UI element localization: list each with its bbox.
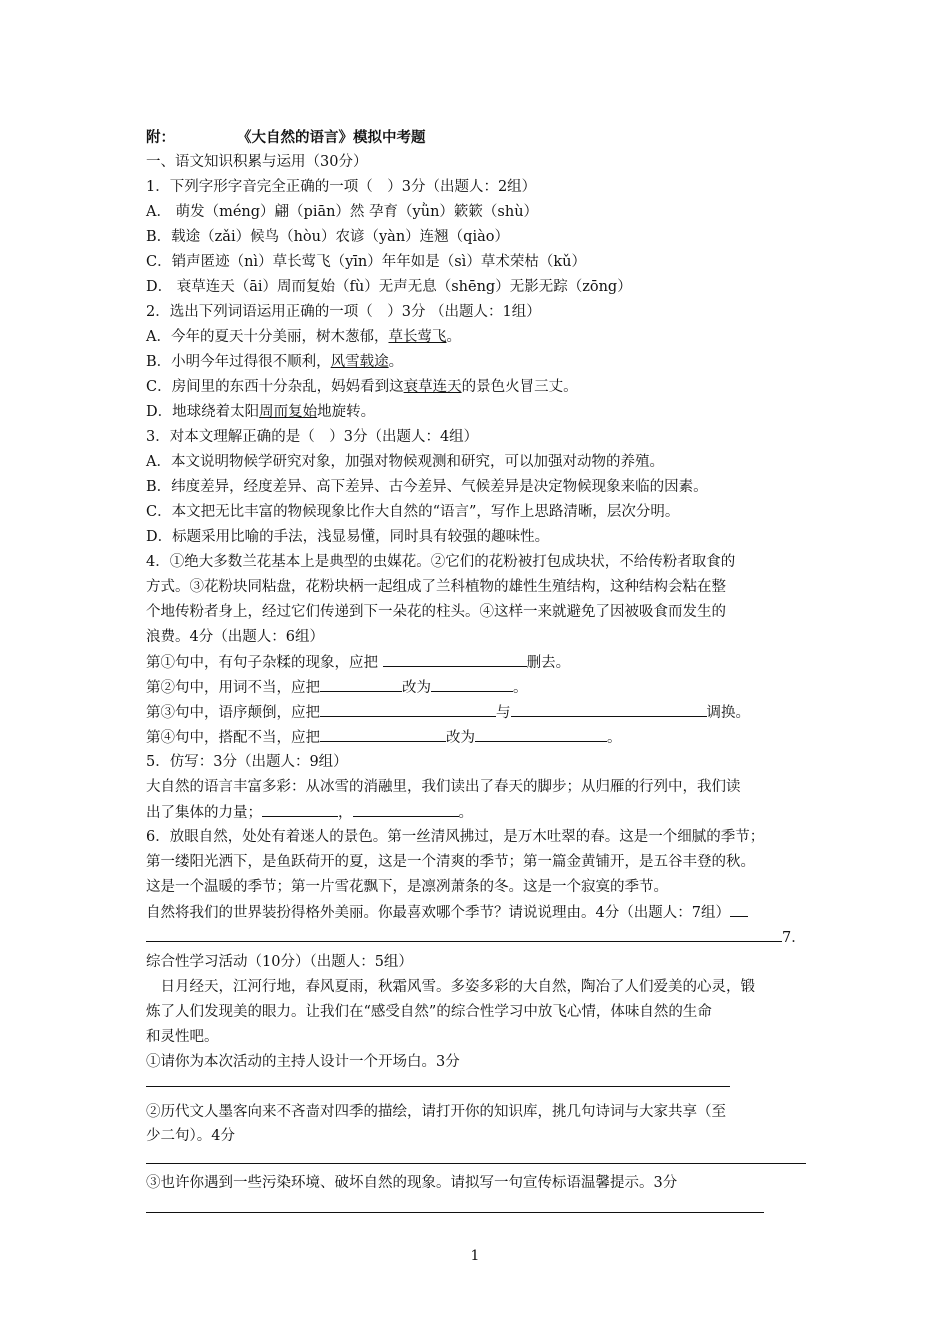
q5-answer-line: 出了集体的力量； ， 。	[146, 802, 473, 822]
q7-task-2-line: ②历代文人墨客向来不吝啬对四季的描绘，请打开你的知识库，挑几句诗词与大家共享（至	[146, 1104, 726, 1120]
q1-option-b: B．载途（zǎi）候鸟（hòu）农谚（yàn）连翘（qiào）	[146, 229, 509, 245]
next-question-number: 7．	[782, 930, 806, 946]
answer-blank[interactable]	[431, 677, 513, 692]
q1-stem: 1．下列字形字音完全正确的一项（ ）3分（出题人：2组）	[146, 179, 537, 195]
q7-intro-line: 和灵性吧。	[146, 1029, 219, 1045]
q7-task-2-line: 少二句）。4分	[146, 1128, 235, 1144]
q4-text-line: 4．①绝大多数兰花基本上是典型的虫媒花。②它们的花粉被打包成块状，不给传粉者取食的	[146, 554, 736, 570]
answer-line[interactable]	[146, 1163, 806, 1164]
q7-intro-line: 炼了人们发现美的眼力。让我们在“感受自然”的综合性学习中放飞心情，体味自然的生命	[146, 1004, 712, 1020]
underlined-term: 风雪载途	[330, 354, 389, 370]
q7-task-3: ③也许你遇到一些污染环境、破坏自然的现象。请拟写一句宣传标语温馨提示。3分	[146, 1175, 678, 1191]
q6-prompt-line: 自然将我们的世界装扮得格外美丽。你最喜欢哪个季节？请说说理由。4分（出题人：7组）	[146, 902, 748, 922]
answer-blank[interactable]	[475, 727, 607, 742]
page-number: 1	[470, 1248, 480, 1264]
q6-text-line: 6．放眼自然，处处有着迷人的景色。第一丝清风拂过，是万木吐翠的春。这是一个细腻的季节；	[146, 829, 765, 845]
underlined-term: 周而复始	[259, 404, 318, 420]
q2-option-b: B．小明今年过得很不顺利，风雪载途。	[146, 354, 404, 370]
q1-option-d: D． 衰草连天（āi）周而复始（fù）无声无息（shēng）无影无踪（zōng）	[146, 279, 632, 295]
answer-blank[interactable]	[320, 727, 446, 742]
answer-blank[interactable]	[383, 652, 527, 667]
q6-text-line: 第一缕阳光洒下，是鱼跃荷开的夏，这是一个清爽的季节；第一篇金黄铺开，是五谷丰登的秋。	[146, 854, 755, 870]
answer-blank[interactable]	[730, 902, 748, 917]
q4-text-line: 个地传粉者身上，经过它们传递到下一朵花的柱头。④这样一来就避免了因被吸食而发生的	[146, 604, 726, 620]
q1-option-c: C．销声匿迹（nì）草长莺飞（yīn）年年如是（sì）草术荣枯（kǔ）	[146, 254, 586, 270]
title-text: 《大自然的语言》模拟中考题	[237, 129, 426, 146]
q5-stem: 5．仿写：3分（出题人：9组）	[146, 754, 348, 770]
answer-blank[interactable]	[511, 702, 707, 717]
q6-answer-line	[146, 927, 806, 947]
q7-heading: 综合性学习活动（10分）（出题人：5组）	[146, 954, 413, 970]
page-title	[146, 128, 426, 148]
underlined-term: 衰草连天	[403, 379, 462, 395]
section-heading: 一、语文知识积累与运用（30分）	[146, 154, 368, 170]
answer-blank[interactable]	[262, 802, 338, 817]
q4-sentence-4: 第④句中，搭配不当，应把 改为 。	[146, 727, 622, 747]
answer-line[interactable]	[146, 1086, 730, 1087]
q3-option-b: B．纬度差异，经度差异、高下差异、古今差异、气候差异是决定物候现象来临的因素。	[146, 479, 708, 495]
answer-line[interactable]	[146, 1212, 764, 1213]
answer-blank[interactable]	[353, 802, 459, 817]
q4-sentence-3: 第③句中，语序颠倒，应把 与 调换。	[146, 702, 750, 722]
q2-stem: 2．选出下列词语运用正确的一项（ ）3分 （出题人：1组）	[146, 304, 541, 320]
q4-text-line: 方式。③花粉块同粘盘，花粉块柄一起组成了兰科植物的雄性生殖结构，这种结构会粘在整	[146, 579, 726, 595]
answer-blank[interactable]	[320, 677, 402, 692]
answer-blank[interactable]	[320, 702, 496, 717]
q3-option-c: C．本文把无比丰富的物候现象比作大自然的“语言”，写作上思路清晰，层次分明。	[146, 504, 680, 520]
q7-intro-line: 日月经天，江河行地，春风夏雨，秋霜风雪。多姿多彩的大自然，陶冶了人们爱美的心灵，锻	[146, 979, 755, 995]
underlined-term: 草长莺飞	[388, 329, 447, 345]
q3-option-d: D．标题采用比喻的手法，浅显易懂，同时具有较强的趣味性。	[146, 529, 550, 545]
q6-text-line: 这是一个温暖的季节；第一片雪花飘下，是凛冽萧条的冬。这是一个寂寞的季节。	[146, 879, 668, 895]
q4-sentence-1: 第①句中，有句子杂糅的现象，应把 删去。	[146, 652, 570, 672]
q4-sentence-2: 第②句中，用词不当，应把 改为 。	[146, 677, 528, 697]
q4-text-line: 浪费。4分（出题人：6组）	[146, 629, 324, 645]
q3-stem: 3．对本文理解正确的是（ ）3分（出题人：4组）	[146, 429, 479, 445]
q2-option-a: A．今年的夏天十分美丽，树木葱郁，草长莺飞。	[146, 329, 461, 345]
title-prefix: 附：	[146, 129, 175, 146]
q5-text-line: 大自然的语言丰富多彩：从冰雪的消融里，我们读出了春天的脚步；从归雁的行列中，我们读	[146, 779, 741, 795]
q7-task-1: ①请你为本次活动的主持人设计一个开场白。3分	[146, 1054, 460, 1070]
q3-option-a: A．本文说明物候学研究对象，加强对物候观测和研究，可以加强对动物的养殖。	[146, 454, 664, 470]
q1-option-a: A． 萌发（méng）翩（piān）然 孕育（yǜn）簌簌（shù）	[146, 204, 539, 220]
q2-option-c: C．房间里的东西十分杂乱，妈妈看到这衰草连天的景色火冒三丈。	[146, 379, 578, 395]
q2-option-d: D．地球绕着太阳周而复始地旋转。	[146, 404, 376, 420]
answer-blank[interactable]	[146, 927, 782, 942]
